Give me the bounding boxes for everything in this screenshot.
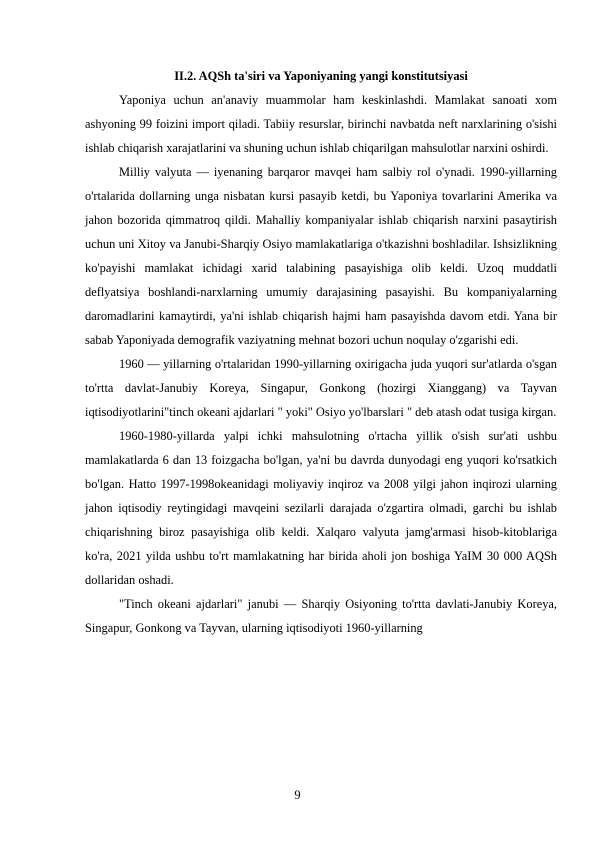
paragraph-growth-rates: 1960-1980-yillarda yalpi ichki mahsulotning o'rtacha yillik o'sish sur'ati ushbu mamlakatlarda 6 dan 13 foizgacha bo'lgan, ya'ni bu davrda dunyodagi eng yuqori ko'rsatkich bo'lgan. Hatto 1997-1998okeanidagi moliyaviy inqiroz va 2008 yilgi jahon inqirozi ularning jahon iqtisodiy reytingidagi mavqeini sezilarli darajada o'zgartira olmadi, garchi bu ishlab chiqarishning biroz pasayishiga olib keldi. Xalqaro valyuta jamg'armasi hisob-kitoblariga ko'ra, 2021 yilda ushbu to'rt mamlakatning har birida aholi jon boshiga YaIM 30 000 AQSh dollaridan oshadi. [85,429,557,587]
section-heading: II.2. AQSh ta'siri va Yaponiyaning yangi konstitutsiyasi [174,69,468,83]
paragraph-imports: Yaponiya uchun an'anaviy muammolar ham keskinlashdi. Mamlakat sanoati xom ashyoning 99 foizini import qiladi. Tabiiy resurslar, birinchi navbatda neft narxlarining o'sishi ishlab chiqarish xarajatlarini va shuning uchun ishlab chiqarilgan mahsulotlar narxini oshirdi. [85,93,557,155]
paragraph-currency: Milliy valyuta — iyenaning barqaror mavqei ham salbiy rol o'ynadi. 1990-yillarning o'rtalarida dollarning unga nisbatan kursi pasayib ketdi, bu Yaponiya tovarlarini Amerika va jahon bozorida qimmatroq qildi. Mahalliy kompaniyalar ishlab chiqarish narxini pasaytirish uchun uni Xitoy va Janubi-Sharqiy Osiyo mamlakatlariga o'tkazishni boshladilar. Ishsizlikning ko'payishi mamlakat ichidagi xarid talabining pasayishiga olib keldi. Uzoq muddatli deflyatsiya boshlandi-narxlarning umumiy darajasining pasayishi. Bu kompaniyalarning daromadlarini kamaytirdi, ya'ni ishlab chiqarish hajmi ham pasayishda davom etdi. Yana bir sabab Yaponiyada demografik vaziyatning mehnat bozori uchun noqulay o'zgarishi edi. [85,165,557,347]
page-number: 9 [294,788,301,802]
paragraph-pacific-dragons: "Tinch okeani ajdarlari" janubi — Sharqiy Osiyoning to'rtta davlati-Janubiy Koreya, Singapur, Gonkong va Tayvan, ularning iqtisodiyoti 1960-yillarning [85,597,557,635]
document-page [85,66,557,640]
paragraph-asian-tigers: 1960 — yillarning o'rtalaridan 1990-yillarning oxirigacha juda yuqori sur'atlarda o'sgan to'rtta davlat-Janubiy Koreya, Singapur, Gonkong (hozirgi Xianggang) va Tayvan iqtisodiyotlarini"tinch okeani ajdarlari " yoki" Osiyo yo'lbarslari " deb atash odat tusiga kirgan. [85,357,557,419]
